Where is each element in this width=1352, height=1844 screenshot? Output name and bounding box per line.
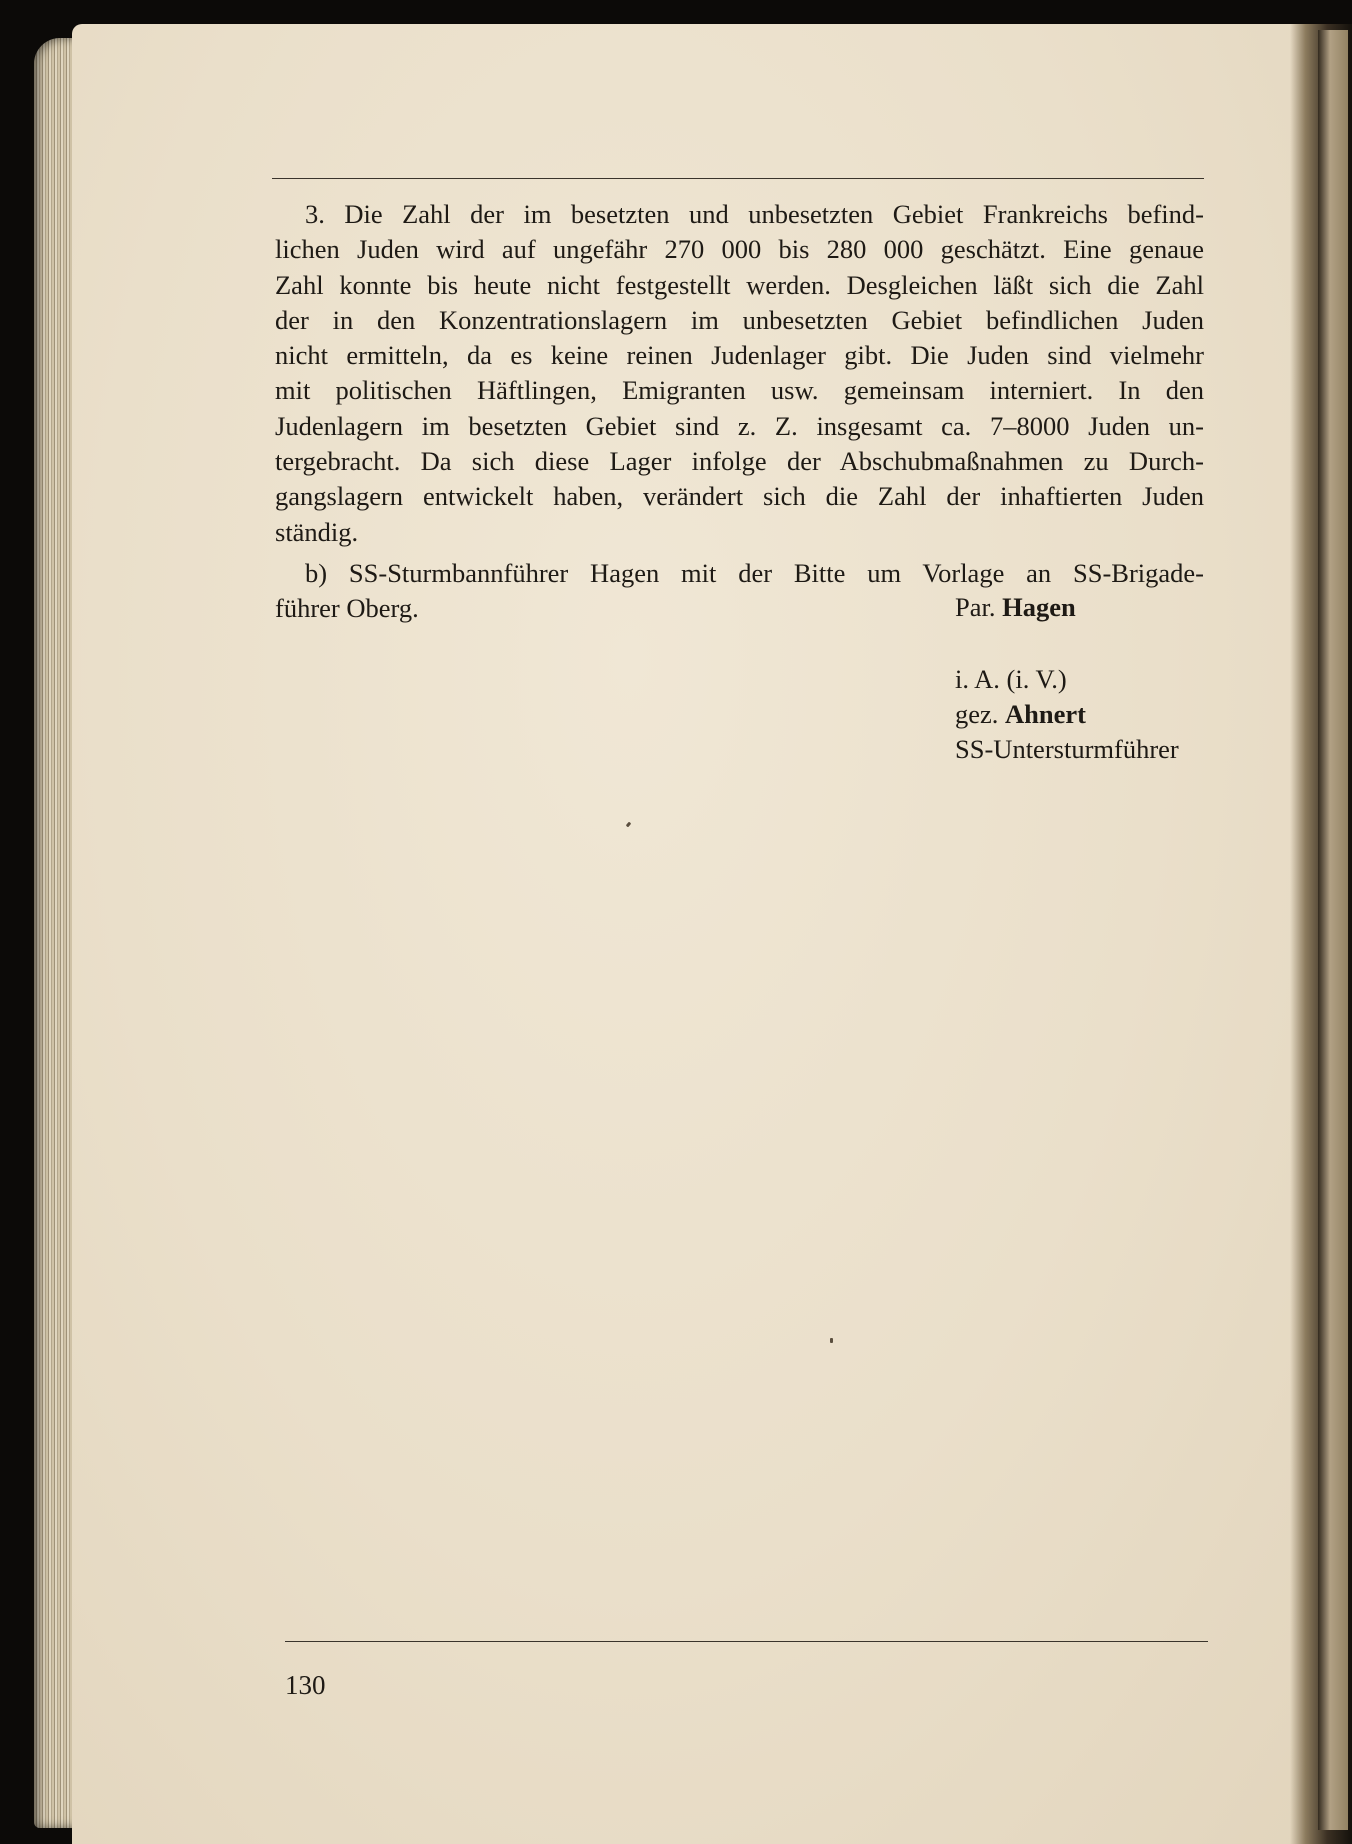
signature-rank: SS-Untersturmführer xyxy=(955,734,1179,764)
gez-prefix: gez. xyxy=(955,699,999,729)
paper-speck xyxy=(830,1338,833,1343)
signature-gez xyxy=(955,699,1086,730)
bottom-rule xyxy=(285,1641,1208,1642)
top-rule xyxy=(272,178,1204,179)
paragraph-3-line: lichen Juden wird auf ungefähr 270 000 bis 280 000 geschätzt. Eine genaue xyxy=(275,234,1204,265)
paragraph-b-line: führer Oberg. xyxy=(275,593,419,624)
paragraph-3-line: nicht ermitteln, da es keine reinen Judenlager gibt. Die Juden sind vielmehr xyxy=(275,340,1204,371)
paragraph-3 xyxy=(275,197,1204,550)
paragraph-3-line: gangslagern entwickelt haben, verändert sich die Zahl der inhaftierten Juden xyxy=(275,481,1204,512)
gez-name: Ahnert xyxy=(1005,699,1086,729)
par-name: Hagen xyxy=(1002,592,1076,622)
paragraph-3-line: Judenlagern im besetzten Gebiet sind z. Z. insgesamt ca. 7–8000 Juden un- xyxy=(275,410,1204,441)
paragraph-3-line: mit politischen Häftlingen, Emigranten usw. gemeinsam interniert. In den xyxy=(275,375,1204,406)
paragraph-3-line: 3. Die Zahl der im besetzten und unbesetzten Gebiet Frankreichs befind- xyxy=(305,199,1204,229)
facing-page-edge xyxy=(1318,30,1348,1830)
signature-par xyxy=(955,592,1076,623)
page-number: 130 xyxy=(285,1670,326,1700)
par-prefix: Par. xyxy=(955,592,996,622)
signature-ia: i. A. (i. V.) xyxy=(955,664,1067,694)
paragraph-3-line: ständig. xyxy=(275,516,359,547)
paragraph-3-line: der in den Konzentrationslagern im unbesetzten Gebiet befindlichen Juden xyxy=(275,304,1204,335)
paragraph-3-line: tergebracht. Da sich diese Lager infolge der Abschubmaßnahmen zu Durch- xyxy=(275,446,1204,477)
paragraph-b-line: b) SS-Sturmbannführer Hagen mit der Bitte um Vorlage an SS-Brigade- xyxy=(305,558,1204,588)
paragraph-3-line: Zahl konnte bis heute nicht festgestellt werden. Desgleichen läßt sich die Zahl xyxy=(275,269,1204,300)
